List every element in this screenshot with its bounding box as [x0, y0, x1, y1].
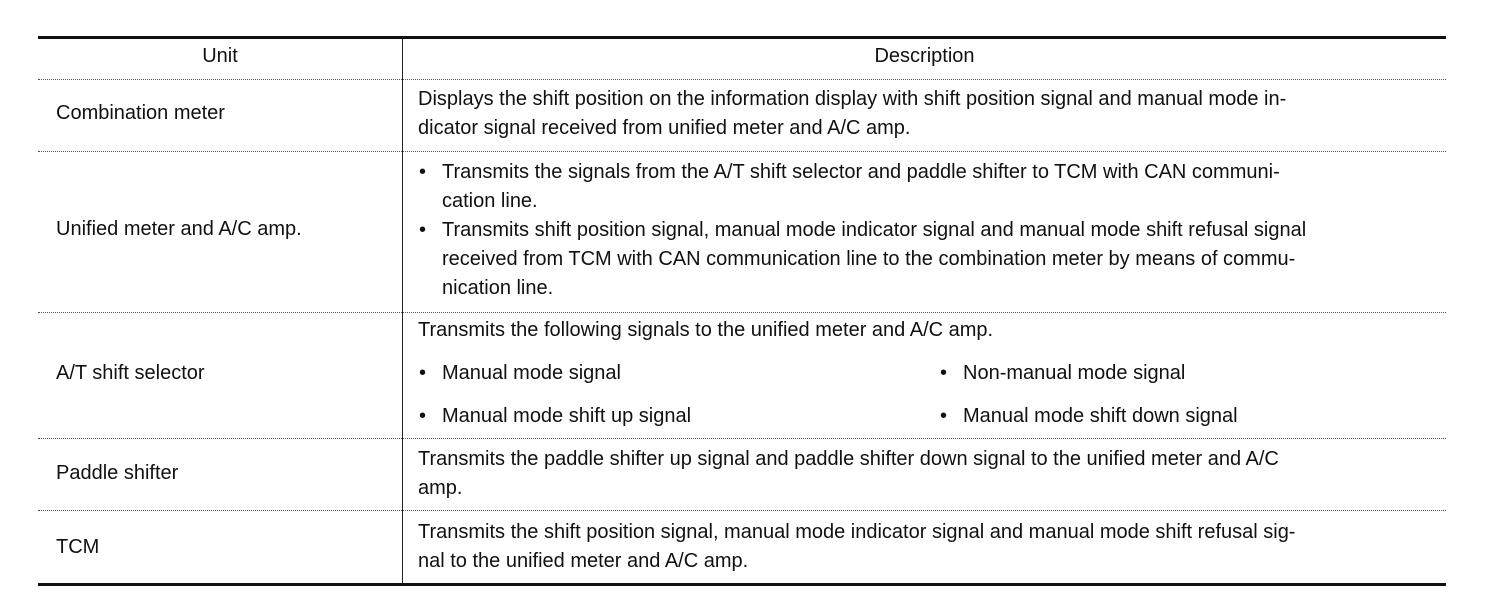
description-paddle-shifter	[418, 445, 1440, 503]
row-divider	[38, 312, 1446, 313]
unit-tcm: TCM	[56, 536, 100, 558]
description-line: Displays the shift position on the information display with shift position signal and manual mode in-	[418, 88, 1287, 110]
description-line: nal to the unified meter and A/C amp.	[418, 550, 749, 572]
description-combination-meter	[418, 85, 1440, 143]
bullet-icon: •	[419, 161, 427, 183]
signal-row	[418, 359, 1440, 388]
description-line: Transmits shift position signal, manual mode indicator signal and manual mode shift refusal signal	[442, 219, 1307, 241]
row-divider	[38, 438, 1446, 439]
bullet-item	[939, 402, 1238, 431]
table-top-rule	[38, 36, 1446, 39]
description-tcm	[418, 518, 1440, 576]
description-line: received from TCM with CAN communication line to the combination meter by means of commu-	[442, 248, 1296, 270]
row-divider	[38, 79, 1446, 80]
description-line: Transmits the signals from the A/T shift selector and paddle shifter to TCM with CAN communi-	[442, 161, 1280, 183]
bullet-icon: •	[419, 405, 427, 427]
signal-label: Manual mode shift up signal	[442, 405, 692, 427]
bullet-item	[418, 158, 1440, 216]
bullet-item	[418, 402, 691, 431]
unit-unified-meter: Unified meter and A/C amp.	[56, 218, 302, 240]
signal-label: Manual mode signal	[442, 362, 621, 384]
description-line: Transmits the following signals to the unified meter and A/C amp.	[418, 319, 994, 341]
description-line: amp.	[418, 477, 463, 499]
description-unified-meter	[418, 158, 1440, 303]
bullet-item	[418, 359, 621, 388]
bullet-icon: •	[940, 362, 948, 384]
header-description: Description	[874, 45, 975, 67]
unit-combination-meter: Combination meter	[56, 102, 225, 124]
unit-paddle-shifter: Paddle shifter	[56, 462, 179, 484]
row-divider	[38, 510, 1446, 511]
description-at-shift-selector	[418, 316, 1440, 431]
unit-at-shift-selector: A/T shift selector	[56, 362, 205, 384]
signal-label: Non-manual mode signal	[963, 362, 1186, 384]
bullet-item	[418, 216, 1440, 303]
signal-label: Manual mode shift down signal	[963, 405, 1238, 427]
column-divider	[402, 39, 403, 583]
bullet-icon: •	[419, 219, 427, 241]
bullet-icon: •	[419, 362, 427, 384]
description-line: dicator signal received from unified meter and A/C amp.	[418, 117, 911, 139]
signal-row	[418, 402, 1440, 431]
description-line: cation line.	[442, 190, 538, 212]
description-line: Transmits the paddle shifter up signal and paddle shifter down signal to the unified meter and A/C	[418, 448, 1279, 470]
table-bottom-rule	[38, 583, 1446, 586]
bullet-item	[939, 359, 1185, 388]
header-unit: Unit	[202, 45, 238, 67]
description-line: nication line.	[442, 277, 554, 299]
bullet-icon: •	[940, 405, 948, 427]
row-divider	[38, 151, 1446, 152]
description-line: Transmits the shift position signal, manual mode indicator signal and manual mode shift refusal sig-	[418, 521, 1296, 543]
